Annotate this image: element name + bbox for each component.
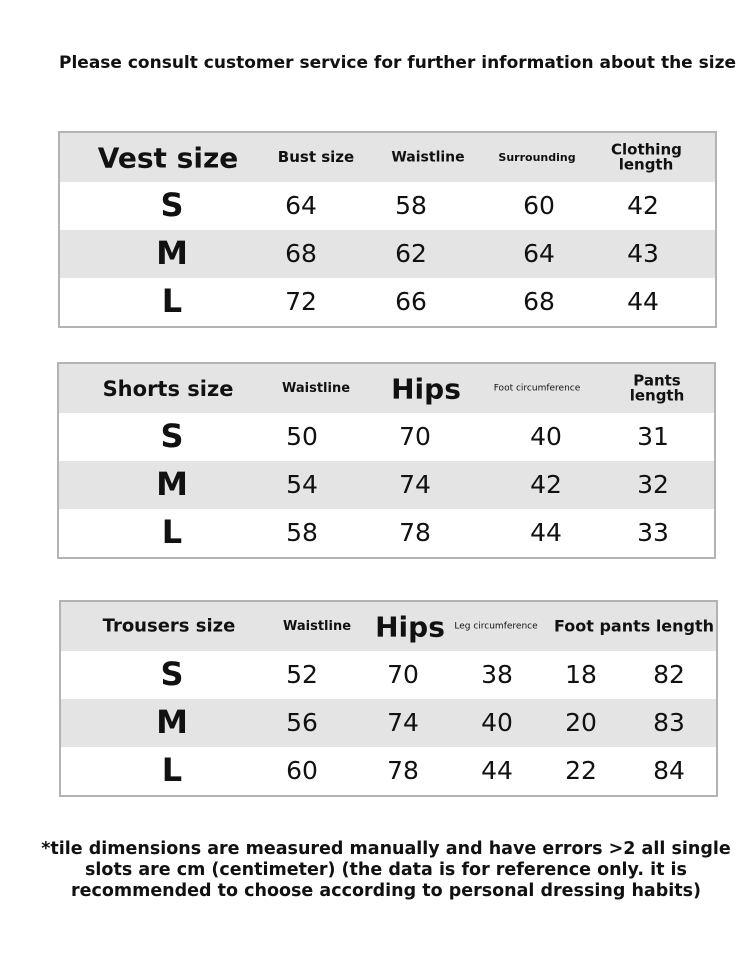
measurement-value: 50 xyxy=(286,421,318,451)
measurement-value: 60 xyxy=(286,755,318,785)
size-label: M xyxy=(156,703,188,742)
measurement-value: 18 xyxy=(565,659,597,689)
measurement-value: 78 xyxy=(387,755,419,785)
size-label: L xyxy=(161,513,183,552)
column-header: Waistline xyxy=(282,618,352,634)
measurement-value: 22 xyxy=(565,755,597,785)
measurement-value: 56 xyxy=(286,707,318,737)
measurement-value: 60 xyxy=(523,190,555,220)
measurement-value: 68 xyxy=(285,238,317,268)
measurement-value: 44 xyxy=(530,517,562,547)
table-row xyxy=(60,278,715,326)
size-table xyxy=(59,600,718,797)
measurement-value: 44 xyxy=(627,286,659,316)
column-header: Hips xyxy=(391,371,461,405)
column-header: Waistline xyxy=(391,149,465,166)
measurement-value: 40 xyxy=(481,707,513,737)
measurement-value: 64 xyxy=(285,190,317,220)
column-header: Hips xyxy=(375,609,445,643)
measurement-value: 32 xyxy=(637,469,669,499)
size-table xyxy=(58,131,717,328)
measurement-disclaimer: *tile dimensions are measured manually and have errors >2 all single slots are cm (centimeter) (the data is for reference only. it is recommended to choose according to personal dressing habits) xyxy=(41,839,731,901)
measurement-value: 78 xyxy=(399,517,431,547)
measurement-value: 54 xyxy=(286,469,318,499)
column-header: Shorts size xyxy=(102,376,234,401)
measurement-value: 84 xyxy=(653,755,685,785)
size-consult-note: Please consult customer service for further information about the size xyxy=(59,53,736,73)
size-table xyxy=(57,362,716,559)
table-row xyxy=(59,461,714,509)
column-header: Clothing length xyxy=(611,139,682,174)
measurement-value: 70 xyxy=(387,659,419,689)
measurement-value: 44 xyxy=(481,755,513,785)
table-row xyxy=(60,230,715,278)
column-header: Waistline xyxy=(281,380,351,396)
column-header: Pants length xyxy=(629,370,685,405)
column-header: Foot circumference xyxy=(493,382,581,393)
column-header: Foot pants length xyxy=(553,616,715,636)
table-header-row xyxy=(61,602,716,651)
measurement-value: 42 xyxy=(627,190,659,220)
measurement-value: 62 xyxy=(395,238,427,268)
table-row xyxy=(61,699,716,747)
size-label: S xyxy=(160,655,184,694)
size-label: L xyxy=(161,282,183,321)
size-label: M xyxy=(156,465,188,504)
measurement-value: 42 xyxy=(530,469,562,499)
measurement-value: 43 xyxy=(627,238,659,268)
measurement-value: 31 xyxy=(637,421,669,451)
measurement-value: 64 xyxy=(523,238,555,268)
table-row xyxy=(59,509,714,557)
measurement-value: 58 xyxy=(395,190,427,220)
table-row xyxy=(61,747,716,795)
measurement-value: 52 xyxy=(286,659,318,689)
measurement-value: 72 xyxy=(285,286,317,316)
measurement-value: 38 xyxy=(481,659,513,689)
column-header: Leg circumference xyxy=(454,620,538,631)
measurement-value: 40 xyxy=(530,421,562,451)
column-header: Bust size xyxy=(277,147,355,166)
measurement-value: 33 xyxy=(637,517,669,547)
measurement-value: 83 xyxy=(653,707,685,737)
measurement-value: 70 xyxy=(399,421,431,451)
size-label: S xyxy=(160,186,184,225)
column-header: Surrounding xyxy=(498,150,576,164)
table-row xyxy=(59,413,714,461)
size-label: L xyxy=(161,751,183,790)
measurement-value: 68 xyxy=(523,286,555,316)
column-header: Vest size xyxy=(97,140,239,174)
column-header: Trousers size xyxy=(102,615,236,637)
table-row xyxy=(60,182,715,230)
size-label: S xyxy=(160,417,184,456)
table-header-row xyxy=(59,364,714,413)
measurement-value: 20 xyxy=(565,707,597,737)
measurement-value: 82 xyxy=(653,659,685,689)
measurement-value: 58 xyxy=(286,517,318,547)
table-header-row xyxy=(60,133,715,182)
measurement-value: 74 xyxy=(399,469,431,499)
table-row xyxy=(61,651,716,699)
size-label: M xyxy=(156,234,188,273)
measurement-value: 74 xyxy=(387,707,419,737)
measurement-value: 66 xyxy=(395,286,427,316)
